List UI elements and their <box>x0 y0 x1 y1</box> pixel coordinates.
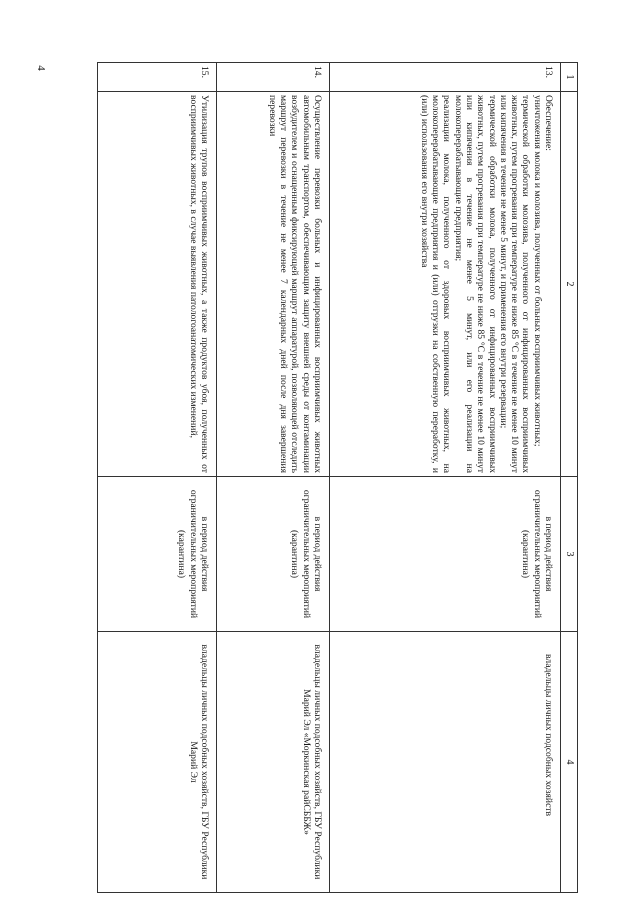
header-col-4: 4 <box>561 632 578 893</box>
measure-paragraph: Осуществление перевозки больных и инфицированных восприимчивых животных автомобильным транспортом, обеспечивающим защиту внешней среды от контаминации возбудителем и оснащенным фиксирующей маршрут аппаратурой, позволяющей отследить маршрут перевозки в течение не менее 7 календарных дней после дня завершения перевозки <box>266 95 323 473</box>
row-number: 13. <box>330 63 561 92</box>
period-cell: в период действия ограничительных мероприятий (карантина) <box>98 477 217 632</box>
measure-paragraph: термической обработки молока, полученного от инфицированных восприимчивых животных, путем прогревания при температуре не ниже 85 °С в течение не менее 10 минут или кипячения в течение не менее 5 минут, или его реализации на молокоперерабатывающие предприятия; <box>452 95 498 473</box>
measure-paragraph: термической обработки молозива, полученного от инфицированных восприимчивых животных, путем прогревания при температуре не ниже 85 °С в течение не менее 10 минут или кипячения в течение не менее 5 минут, и применения его внутри резервации; <box>497 95 532 473</box>
measure-paragraph: уничтожения молока и молозива, полученных от больных восприимчивых животных; <box>531 95 543 447</box>
table-row <box>330 63 561 893</box>
responsible-cell: владельцы личных подсобных хозяйств, ГБУ Республики Марий Эл <box>98 632 217 893</box>
table-row <box>217 63 330 893</box>
measures-table <box>97 62 578 893</box>
measure-paragraph: реализации молока, полученного от здоровых восприимчивых животных, на молокоперерабатывающие предприятия и (или) отгрузки на собственную переработку, и (или) использования его внутри хозяйства <box>418 95 453 473</box>
measure-text <box>98 92 217 477</box>
table-row <box>98 63 217 893</box>
measure-paragraph: Утилизация трупов восприимчивых животных, а также продуктов убоя, полученных от восприимчивых животных, в случае выявления патологоанатомических изменений, <box>187 95 210 473</box>
header-col-3: 3 <box>561 477 578 632</box>
responsible-cell: владельцы личных подсобных хозяйств <box>330 632 561 893</box>
period-cell: в период действия ограничительных мероприятий (карантина) <box>217 477 330 632</box>
row-number: 14. <box>217 63 330 92</box>
measure-text <box>330 92 561 477</box>
page-number: 4 <box>34 65 47 71</box>
measure-paragraph: Обеспечение: <box>543 95 554 151</box>
period-cell: в период действия ограничительных мероприятий (карантина) <box>330 477 561 632</box>
header-col-2: 2 <box>561 92 578 477</box>
responsible-cell: владельцы личных подсобных хозяйств, ГБУ Республики Марий Эл «Моркинская райСББЖ» <box>217 632 330 893</box>
table-header-row <box>561 63 578 893</box>
measure-text <box>217 92 330 477</box>
row-number: 15. <box>98 63 217 92</box>
header-col-1: 1 <box>561 63 578 92</box>
